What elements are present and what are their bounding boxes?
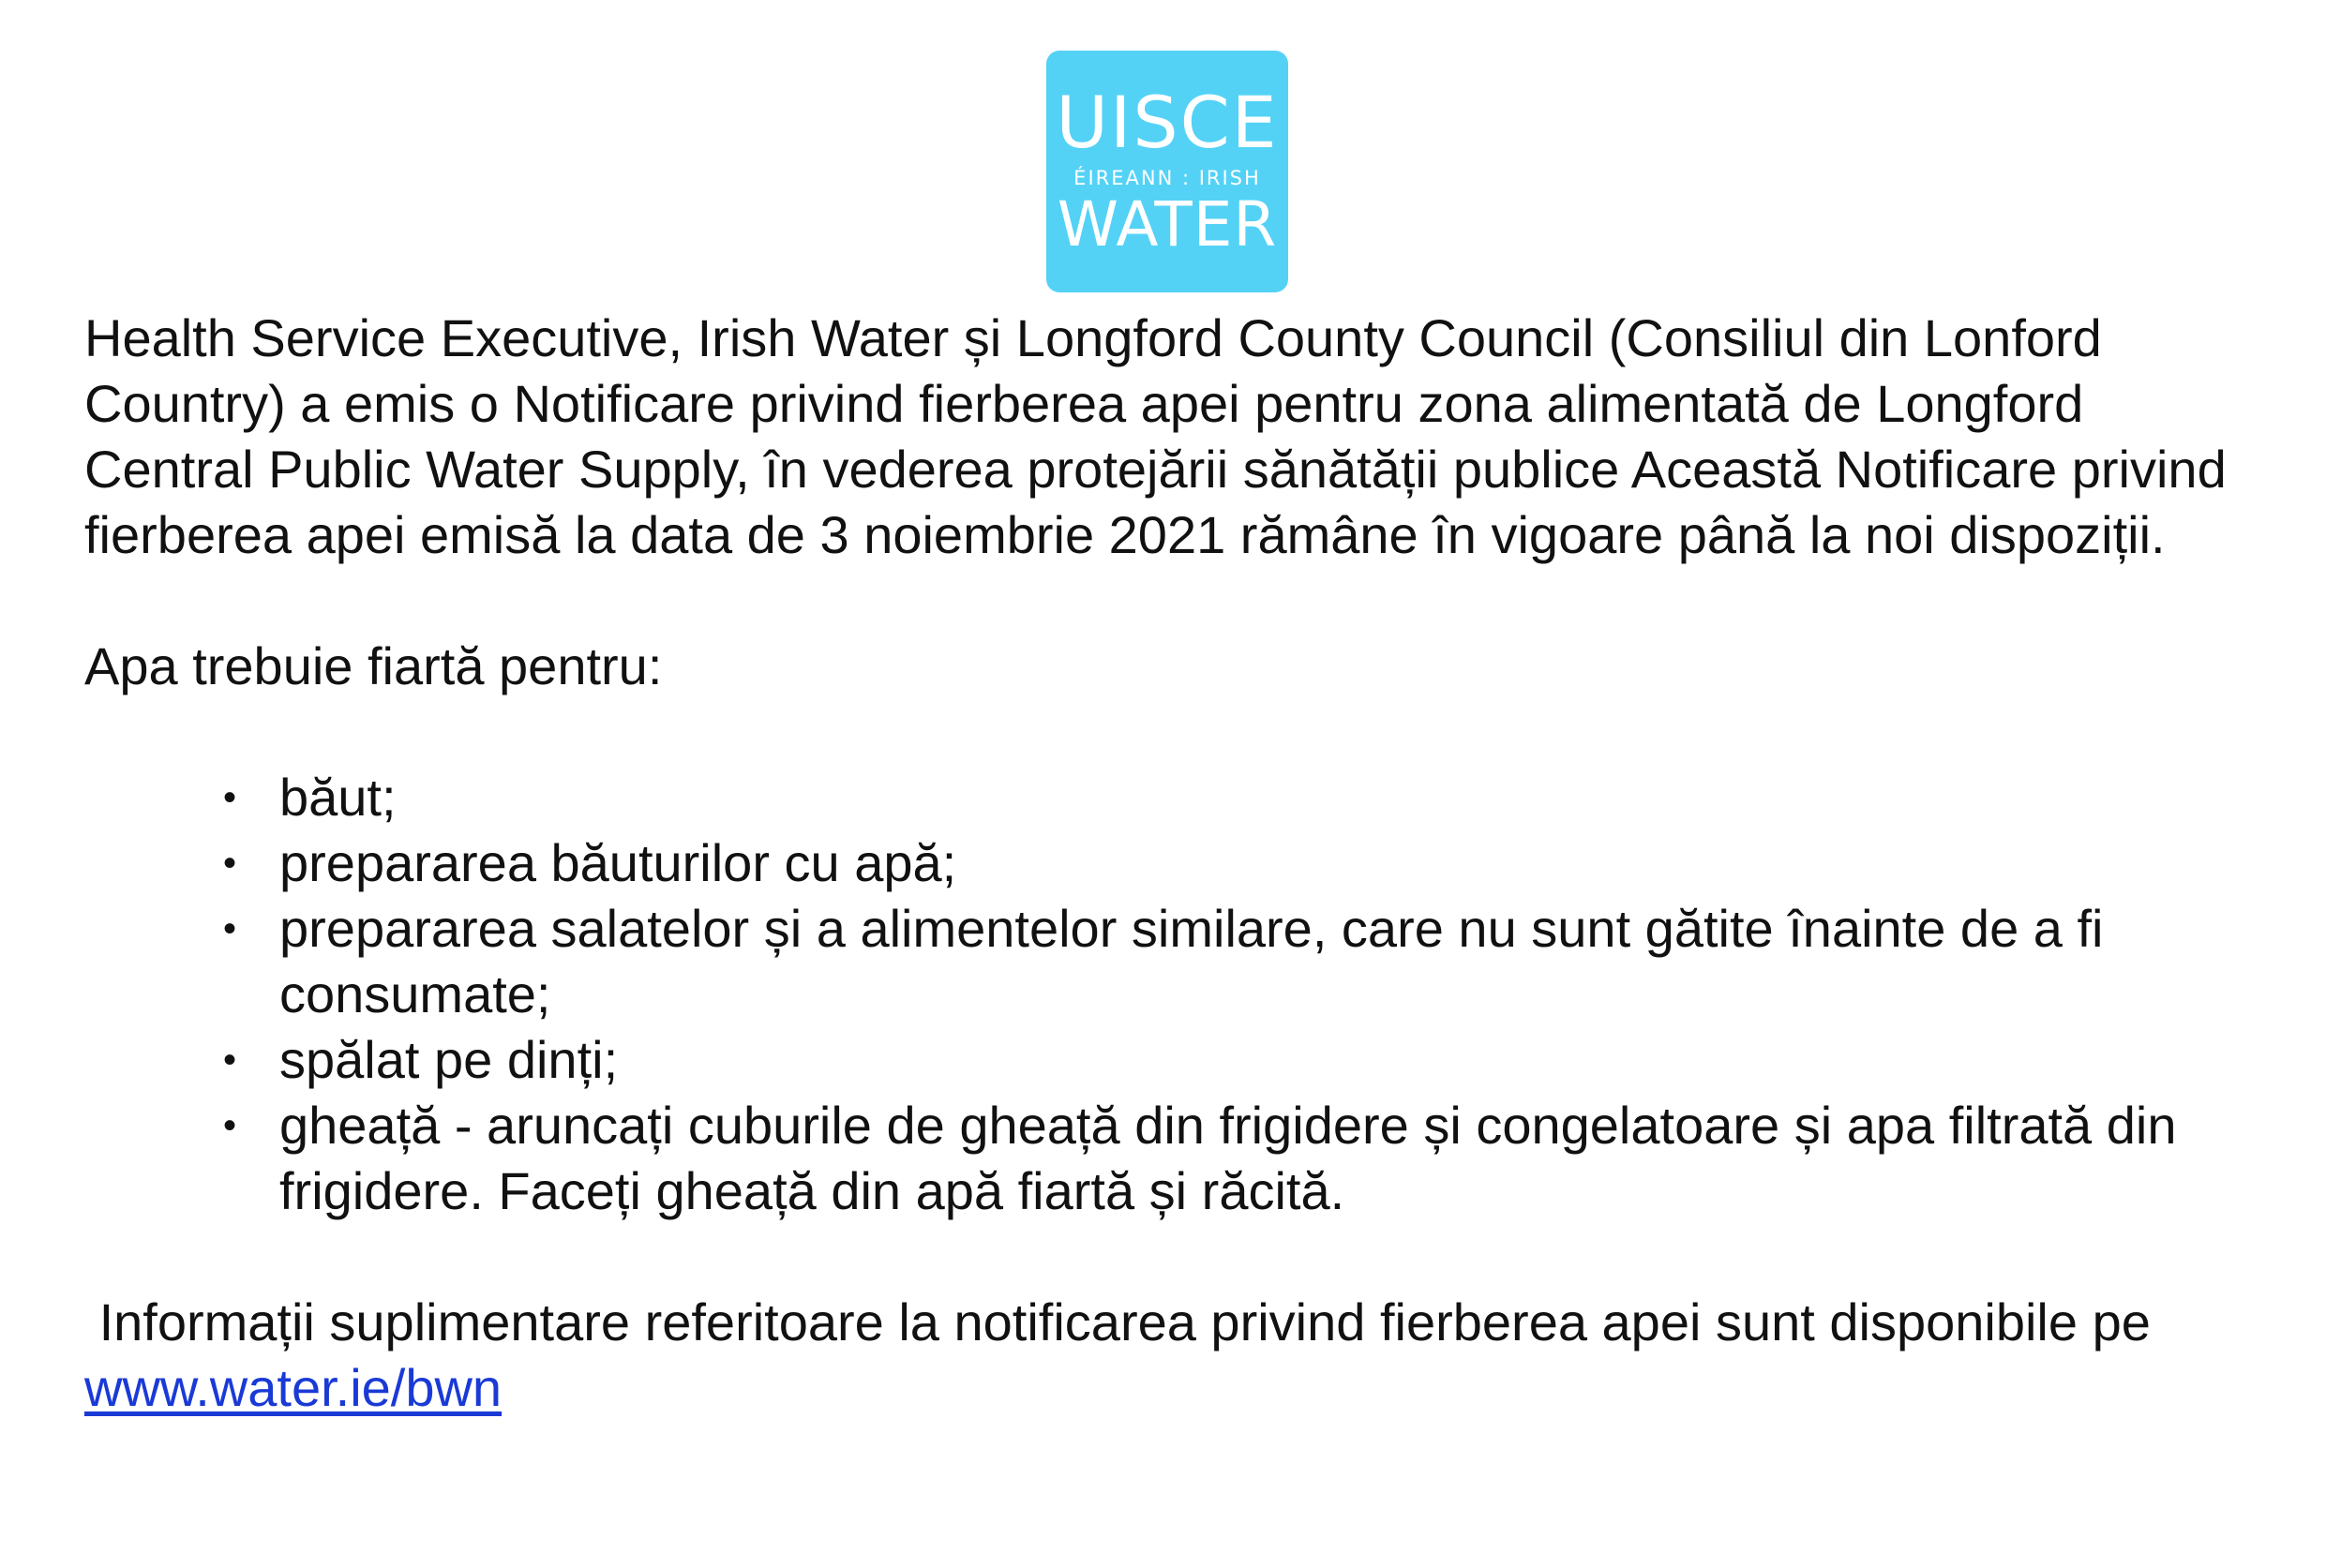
bullet-icon: • — [223, 1039, 237, 1081]
notice-body — [84, 306, 2259, 1421]
list-item — [223, 1027, 2259, 1093]
list-item-text: spălat pe dinți; — [279, 1030, 619, 1089]
spacer — [84, 568, 2259, 634]
bullet-icon: • — [223, 777, 237, 818]
uisce-eireann-irish-water-logo — [1046, 51, 1288, 292]
bwn-info-link[interactable]: www.water.ie/bwn — [84, 1358, 503, 1417]
footer-text: Informații suplimentare referitoare la notificarea privind fierberea apei sunt disponibile pe — [84, 1292, 2166, 1351]
list-item-text: băut; — [279, 768, 397, 827]
footer-paragraph — [84, 1290, 2259, 1421]
intro-paragraph: Health Service Executive, Irish Water și Longford County Council (Consiliul din Lonford Country) a emis o Notificare privind fierberea apei pentru zona alimentată de Longford Central Public Water Supply, în vederea protejării sănătății publice Această Notificare privind fierberea apei emisă la data de 3 noiembrie 2021 rămâne în vigoare până la noi dispoziții. — [84, 308, 2227, 564]
list-item — [223, 830, 2259, 896]
bullet-icon: • — [223, 1105, 237, 1146]
list-item-text: gheață - aruncați cuburile de gheață din frigidere și congelatoare și apa filtrată din frigidere. Faceți gheață din apă fiartă și răcită. — [279, 1096, 2177, 1220]
bullet-icon: • — [223, 843, 237, 884]
list-item-text: prepararea băuturilor cu apă; — [279, 833, 957, 892]
spacer — [84, 1224, 2259, 1290]
list-item — [223, 1093, 2259, 1224]
boil-water-uses-list — [84, 765, 2259, 1224]
logo-text-water: WATER — [1057, 188, 1278, 261]
list-item — [223, 765, 2259, 830]
bullet-icon: • — [223, 908, 237, 949]
list-item-text: prepararea salatelor și a alimentelor similare, care nu sunt gătite înainte de a fi consumate; — [279, 899, 2104, 1023]
list-item — [223, 896, 2259, 1027]
spacer — [84, 699, 2259, 765]
logo-text-uisce: UISCE — [1056, 81, 1279, 164]
logo-text-eireann-irish: ÉIREANN : IRISH — [1073, 167, 1261, 189]
list-heading: Apa trebuie fiartă pentru: — [84, 636, 663, 695]
